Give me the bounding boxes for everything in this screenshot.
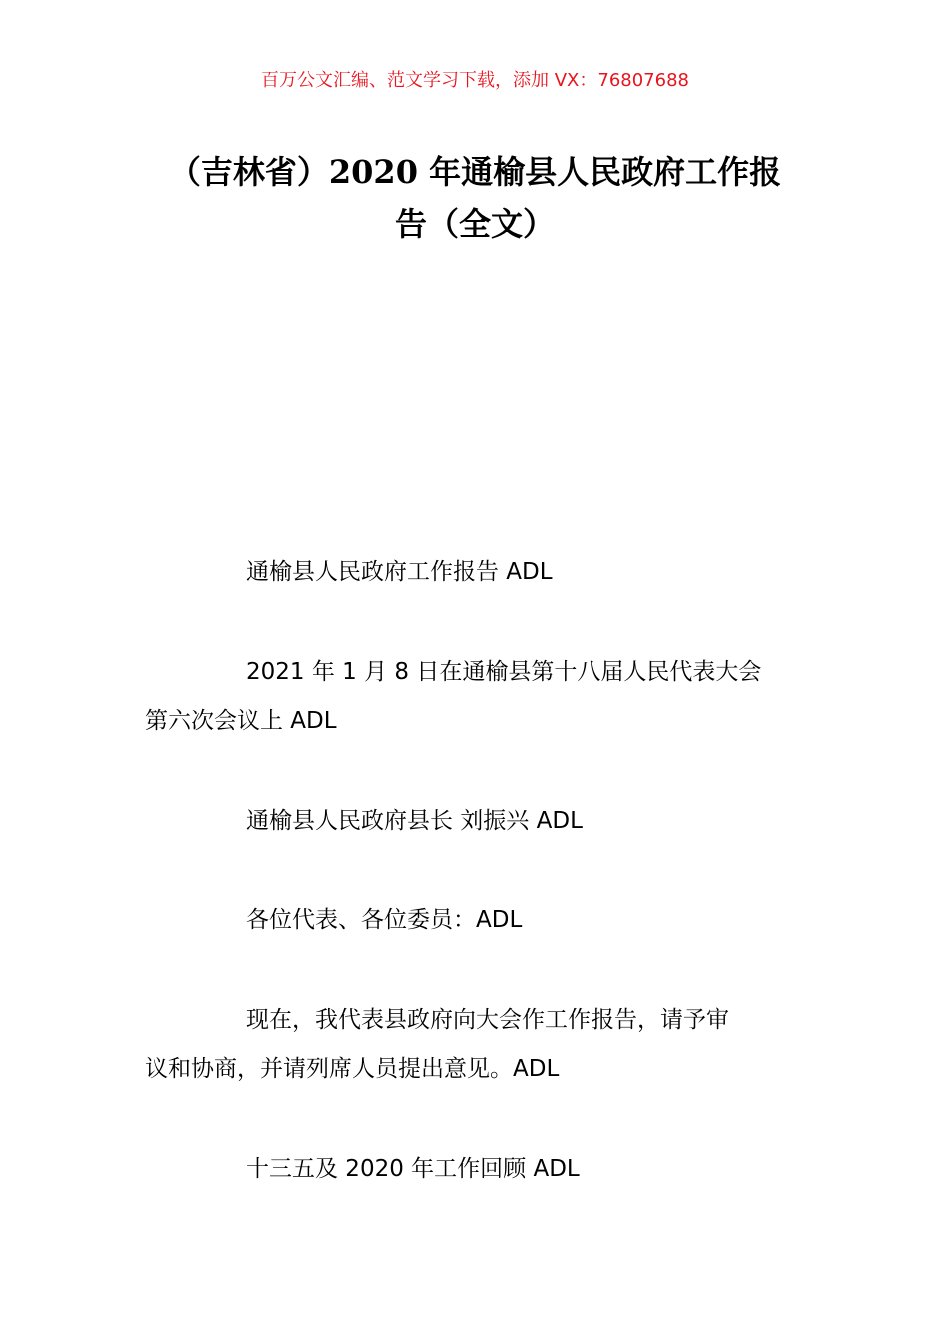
paragraph-text: 十三五及 2020 年工作回顾 ADL (246, 1156, 580, 1182)
title-line-1: （吉林省）2020 年通榆县人民政府工作报 (168, 153, 782, 191)
paragraph-text: 通榆县人民政府工作报告 ADL (246, 559, 553, 585)
paragraph-text: 各位代表、各位委员：ADL (246, 907, 523, 933)
paragraph-meeting-date (145, 648, 810, 746)
document-title (145, 146, 805, 250)
paragraph-report-name (145, 548, 810, 597)
paragraph-introduction (145, 996, 810, 1094)
paragraph-text-continued: 第六次会议上 ADL (145, 708, 337, 734)
paragraph-text-continued: 议和协商，并请列席人员提出意见。ADL (145, 1056, 560, 1082)
paragraph-text: 现在，我代表县政府向大会作工作报告，请予审 (246, 1007, 729, 1033)
paragraph-speaker (145, 797, 810, 846)
section-heading-review (145, 1145, 810, 1194)
title-line-2: 告（全文） (394, 205, 555, 243)
promo-header-note: 百万公文汇编、范文学习下载，添加 VX：76807688 (261, 70, 689, 91)
paragraph-salutation (145, 896, 810, 945)
paragraph-text: 2021 年 1 月 8 日在通榆县第十八届人民代表大会 (246, 659, 762, 685)
paragraph-text: 通榆县人民政府县长 刘振兴 ADL (246, 808, 583, 834)
